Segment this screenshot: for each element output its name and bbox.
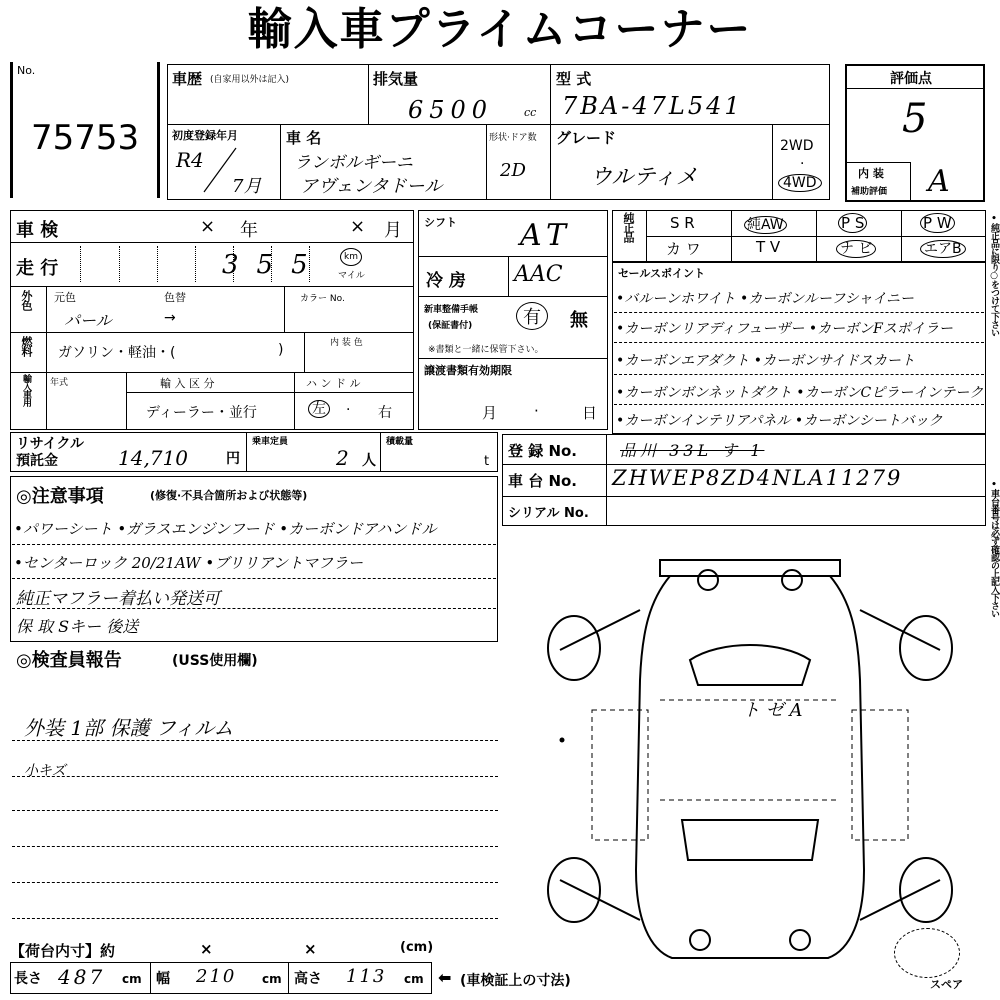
displacement-unit: cc bbox=[524, 106, 537, 119]
body-value: 2D bbox=[500, 160, 526, 181]
sales-point-1: •バルーンホワイト •カーボンルーフシャイニー bbox=[616, 291, 914, 307]
handle-label: ハ ン ド ル bbox=[306, 377, 361, 390]
drive-4wd bbox=[778, 174, 822, 192]
mileage-unit-mile: マイル bbox=[338, 271, 365, 281]
cargo-x2: × bbox=[304, 940, 317, 958]
handle-left-text: 左 bbox=[308, 400, 330, 418]
roof-note: ト ゼ A bbox=[742, 700, 803, 721]
rating-label: 評価点 bbox=[890, 71, 932, 87]
color-no-label: カラー No. bbox=[300, 294, 345, 304]
displacement-label: 排気量 bbox=[373, 70, 419, 88]
load-label: 積載量 bbox=[386, 437, 414, 447]
fuel-options: ガソリン・軽油・( bbox=[58, 345, 176, 361]
drive-4wd-label: 4WD bbox=[783, 175, 817, 191]
exterior-arrow: → bbox=[164, 310, 176, 326]
grade-label: グレード bbox=[556, 129, 617, 147]
service-book-label: 新車整備手帳 bbox=[424, 305, 479, 315]
recycle-unit: 円 bbox=[226, 451, 240, 467]
inspection-month-label: 月 bbox=[384, 220, 402, 241]
shift-label: シフト bbox=[424, 216, 457, 229]
inspection-year-label: 年 bbox=[240, 220, 258, 241]
handle-right: 右 bbox=[378, 405, 392, 421]
recycle-value: 14,710 bbox=[118, 446, 188, 470]
lot-no-label: No. bbox=[17, 64, 36, 77]
recycle-sub-label: 預託金 bbox=[16, 453, 58, 469]
inspector-line-1: 外装 1部 保護 フィルム bbox=[24, 716, 234, 740]
import-category-value: ディーラー・並行 bbox=[146, 405, 257, 421]
transfer-month: 月 bbox=[482, 404, 498, 422]
body-label: 形状·ドア数 bbox=[489, 133, 537, 143]
serial-label: シリアル No. bbox=[508, 506, 589, 521]
history-note: (自家用以外は記入) bbox=[210, 75, 290, 85]
car-name-label: 車 名 bbox=[286, 129, 322, 147]
recycle-label: リサイクル bbox=[16, 436, 85, 452]
spare-tire-circle bbox=[894, 928, 960, 978]
sales-point-4: •カーボンボンネットダクト •カーボンCピラーインテーク bbox=[616, 385, 984, 401]
sales-points-label: セールスポイント bbox=[618, 267, 706, 280]
side-note-chassis: •車台番号は必ず確認の上記入下さい bbox=[989, 480, 999, 617]
genuine-aw bbox=[744, 214, 787, 234]
grade-value: ウルティメ bbox=[590, 165, 698, 190]
car-damage-diagram bbox=[540, 540, 960, 980]
car-name-line2: アヴェンタドール bbox=[300, 176, 443, 197]
lot-number: 75753 bbox=[31, 118, 140, 158]
registration-month: 7月 bbox=[232, 176, 262, 197]
fuel-label: 燃料 bbox=[20, 336, 33, 356]
width-value: 210 bbox=[196, 966, 237, 987]
service-book-sub: (保証書付) bbox=[428, 321, 473, 331]
registration-no-label: 登 録 No. bbox=[508, 442, 578, 460]
cargo-x1: × bbox=[200, 940, 213, 958]
exterior-label: 外色 bbox=[20, 290, 33, 310]
caution-line-3: 純正マフラー着払い発送可 bbox=[16, 589, 220, 609]
side-note-genuine: •純正品に限り○をつけて下さい bbox=[989, 214, 999, 336]
genuine-kawa: カ ワ bbox=[666, 240, 701, 258]
drive-2wd: 2WD bbox=[780, 138, 814, 154]
exterior-orig-label: 元色 bbox=[54, 291, 76, 304]
mileage-unit-km-text: km bbox=[340, 248, 362, 266]
load-unit: t bbox=[484, 454, 490, 469]
mileage-label: 走 行 bbox=[16, 258, 59, 279]
length-value: 487 bbox=[58, 965, 106, 989]
genuine-label: 純正品 bbox=[622, 212, 635, 242]
shift-value: AT bbox=[520, 218, 573, 253]
genuine-ps bbox=[838, 214, 867, 232]
transfer-label: 譲渡書類有効期限 bbox=[424, 364, 512, 377]
rating-value: 5 bbox=[902, 96, 928, 142]
genuine-navi bbox=[836, 238, 876, 258]
transfer-dot: · bbox=[534, 402, 539, 420]
import-car-label: 輸入車用 bbox=[21, 374, 31, 406]
caution-line-1: •パワーシート •ガラスエンジンフード •カーボンドアハンドル bbox=[14, 520, 437, 538]
model-label: 型 式 bbox=[556, 70, 592, 88]
caution-title: ◎注意事項 bbox=[16, 486, 104, 507]
width-label: 幅 bbox=[156, 971, 170, 987]
genuine-pw-text: P W bbox=[920, 213, 955, 233]
car-name-line1: ランボルギーニ bbox=[294, 153, 413, 173]
genuine-aw-text: 純AW bbox=[744, 216, 787, 234]
aircon-value: AAC bbox=[514, 262, 563, 287]
genuine-ps-text: P S bbox=[838, 213, 867, 233]
length-unit: cm bbox=[122, 972, 142, 986]
capacity-unit: 人 bbox=[362, 453, 376, 469]
inspection-month-mark: × bbox=[350, 216, 366, 237]
height-unit: cm bbox=[404, 972, 424, 986]
genuine-airbag-text: エアB bbox=[920, 240, 966, 258]
history-label: 車歴 bbox=[172, 70, 203, 88]
caution-line-2: •センターロック 20/21AW •ブリリアントマフラー bbox=[14, 554, 364, 572]
dims-note: (車検証上の寸法) bbox=[460, 973, 571, 989]
exterior-change-label: 色替 bbox=[164, 291, 186, 304]
capacity-value: 2 bbox=[336, 446, 349, 470]
genuine-sr: S R bbox=[670, 214, 695, 232]
displacement-value: 6500 bbox=[408, 96, 494, 124]
mileage-value: 355 bbox=[222, 250, 326, 280]
drive-dot: · bbox=[800, 156, 805, 172]
sales-point-3: •カーボンエアダクト •カーボンサイドスカート bbox=[616, 353, 915, 369]
height-label: 高さ bbox=[294, 971, 322, 987]
exterior-color: パール bbox=[64, 311, 112, 330]
handle-dot: · bbox=[346, 402, 351, 418]
width-unit: cm bbox=[262, 972, 282, 986]
model-value: 7BA-47L541 bbox=[562, 92, 743, 120]
chassis-value: ZHWEP8ZD4NLA11279 bbox=[612, 466, 903, 490]
inspector-note: (USS使用欄) bbox=[172, 653, 258, 669]
transfer-day: 日 bbox=[582, 404, 598, 422]
chassis-label: 車 台 No. bbox=[508, 472, 578, 490]
dims-arrow: ⬅ bbox=[438, 968, 452, 987]
sales-point-2: •カーボンリアディフューザー •カーボンFスポイラー bbox=[616, 321, 953, 337]
inspector-title: ◎検査員報告 bbox=[16, 650, 122, 671]
sheet-title: 輸入車プライムコーナー bbox=[247, 4, 753, 55]
aircon-label: 冷 房 bbox=[426, 271, 466, 291]
interior-color-label: 内 装 色 bbox=[330, 338, 363, 348]
genuine-airbag bbox=[920, 238, 966, 258]
registration-era: R4 bbox=[176, 148, 204, 172]
cargo-label: 【荷台内寸】約 bbox=[10, 942, 116, 960]
service-book-yes-text: 有 bbox=[523, 307, 541, 328]
length-label: 長さ bbox=[14, 971, 42, 987]
genuine-pw bbox=[920, 214, 955, 232]
import-category-label: 輸 入 区 分 bbox=[160, 377, 215, 390]
interior-rating-value: A bbox=[928, 164, 950, 199]
interior-label: 内 装 bbox=[858, 167, 884, 180]
fuel-close: ) bbox=[278, 342, 284, 358]
service-book-note: ※書類と一緒に保管下さい。 bbox=[428, 345, 544, 355]
inspector-line-2: 小キズ bbox=[24, 763, 66, 779]
mileage-unit-km bbox=[340, 248, 362, 266]
caution-line-4: 保 取 Sキー 後送 bbox=[16, 617, 139, 636]
sales-point-5: •カーボンインテリアパネル •カーボンシートバック bbox=[616, 413, 943, 429]
service-book-yes bbox=[516, 302, 548, 330]
registration-label: 初度登録年月 bbox=[172, 129, 238, 142]
import-year-label: 年式 bbox=[50, 378, 69, 388]
interior-sub-label: 補助評価 bbox=[851, 187, 888, 197]
height-value: 113 bbox=[346, 966, 387, 987]
lot-number-box bbox=[10, 62, 160, 198]
genuine-tv: T V bbox=[756, 238, 781, 256]
caution-note: (修復·不具合箇所および状態等) bbox=[150, 489, 308, 502]
capacity-label: 乗車定員 bbox=[252, 437, 289, 447]
registration-no-value: 品川 33L す 1 bbox=[620, 441, 765, 460]
service-book-no: 無 bbox=[570, 310, 588, 331]
handle-left bbox=[308, 400, 330, 418]
cargo-unit: (cm) bbox=[400, 940, 434, 955]
spare-label: スペア bbox=[930, 978, 963, 991]
inspection-label: 車 検 bbox=[16, 220, 59, 241]
genuine-navi-text: ナ ビ bbox=[836, 240, 876, 258]
inspection-year-mark: × bbox=[200, 216, 216, 237]
